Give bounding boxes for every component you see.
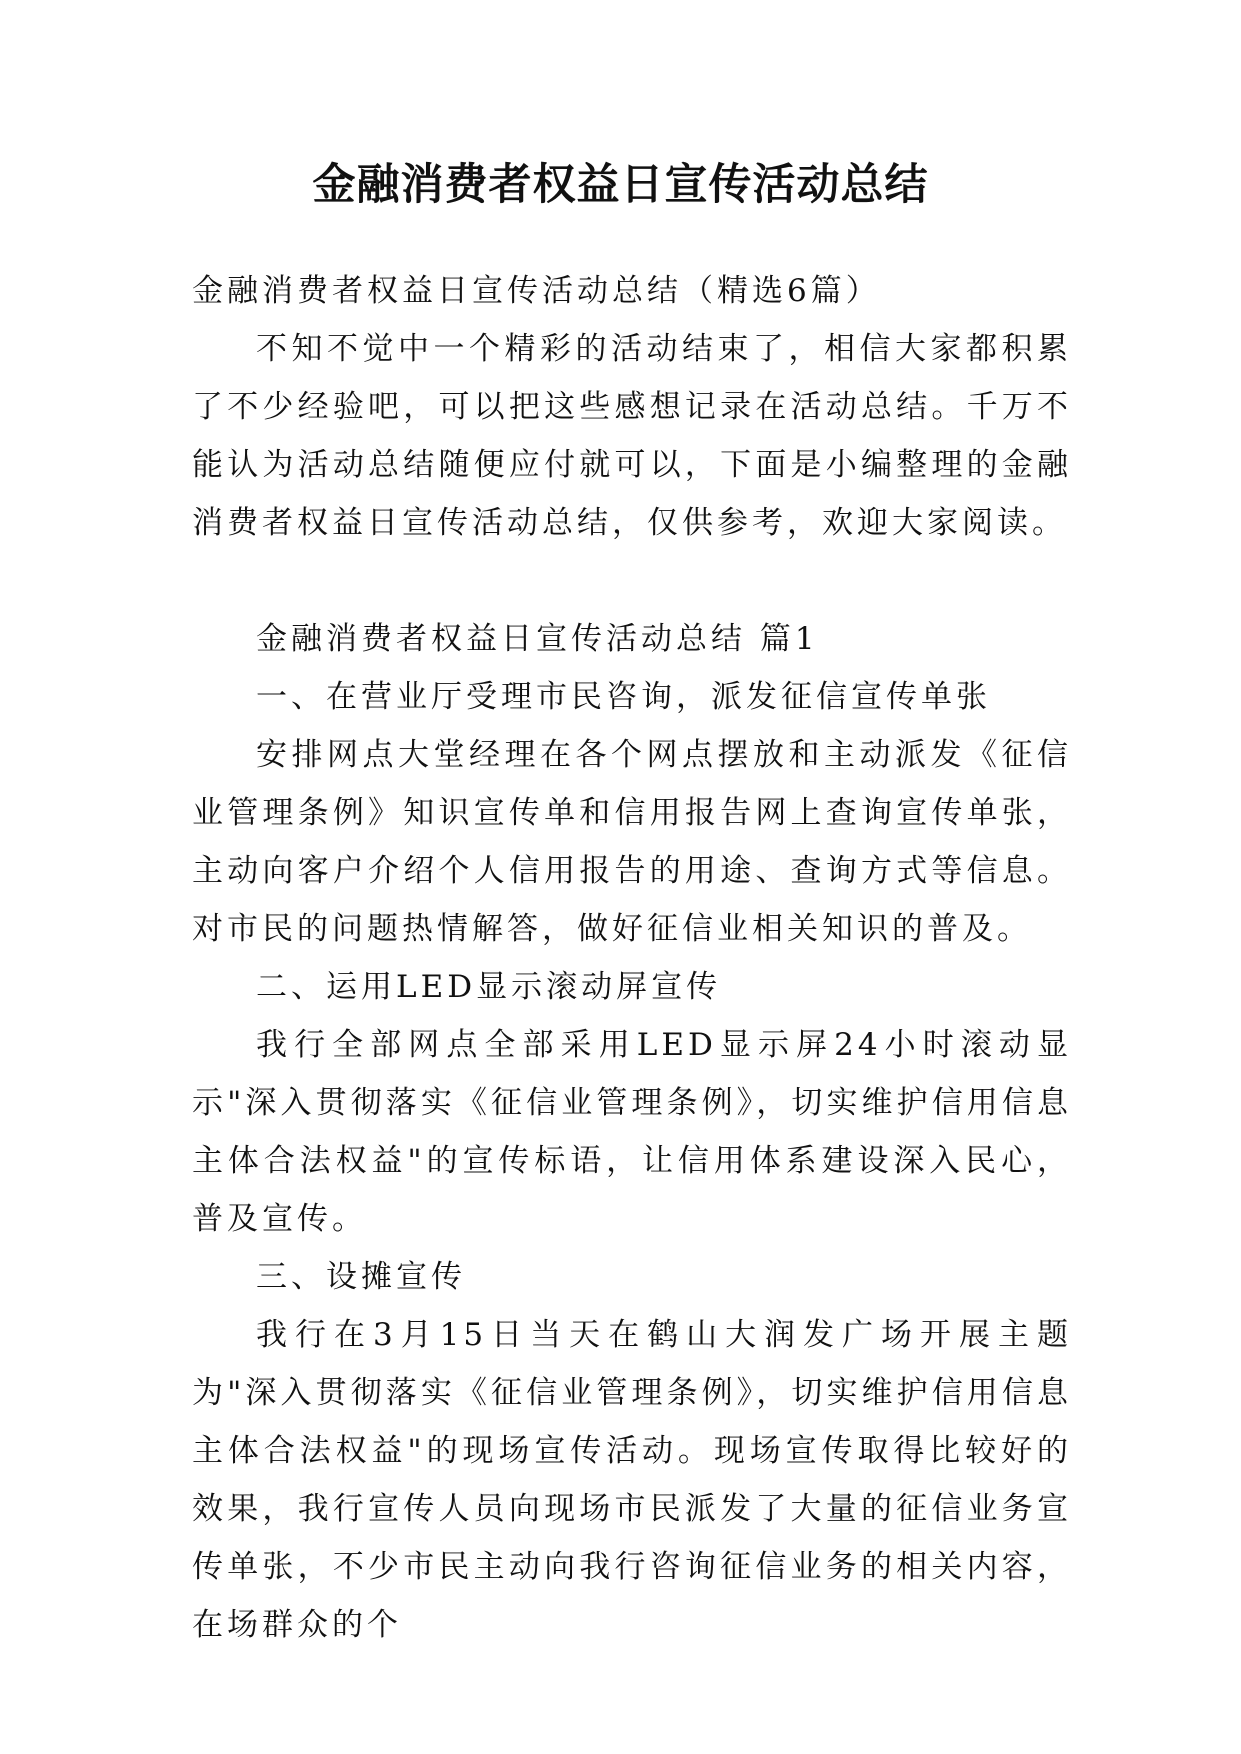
paragraph-1: 安排网点大堂经理在各个网点摆放和主动派发《征信业管理条例》知识宣传单和信用报告网上查询宣传单张，主动向客户介绍个人信用报告的用途、查询方式等信息。对市民的问题热情解答，做好征信业相关知识的普及。 <box>192 737 1072 947</box>
document-title: 金融消费者权益日宣传活动总结 <box>312 160 929 210</box>
document-body <box>192 262 1072 1654</box>
heading-2: 二、运用LED显示滚动屏宣传 <box>256 969 722 1005</box>
section-spacer <box>192 552 1072 610</box>
section-heading: 金融消费者权益日宣传活动总结 篇1 <box>256 621 819 657</box>
heading-3: 三、设摊宣传 <box>256 1259 466 1295</box>
paragraph-3: 我行在3月15日当天在鹤山大润发广场开展主题为"深入贯彻落实《征信业管理条例》，切实维护信用信息主体合法权益"的现场宣传活动。现场宣传取得比较好的效果，我行宣传人员向现场市民派发了大量的征信业务宣传单张，不少市民主动向我行咨询征信业务的相关内容，在场群众的个 <box>192 1317 1072 1643</box>
document-subtitle: 金融消费者权益日宣传活动总结（精选6篇） <box>192 273 881 309</box>
intro-paragraph: 不知不觉中一个精彩的活动结束了，相信大家都积累了不少经验吧，可以把这些感想记录在活动总结。千万不能认为活动总结随便应付就可以，下面是小编整理的金融消费者权益日宣传活动总结，仅供参考，欢迎大家阅读。 <box>192 331 1072 541</box>
heading-1: 一、在营业厅受理市民咨询，派发征信宣传单张 <box>256 679 991 715</box>
paragraph-2: 我行全部网点全部采用LED显示屏24小时滚动显示"深入贯彻落实《征信业管理条例》，切实维护信用信息主体合法权益"的宣传标语，让信用体系建设深入民心，普及宣传。 <box>192 1027 1072 1237</box>
